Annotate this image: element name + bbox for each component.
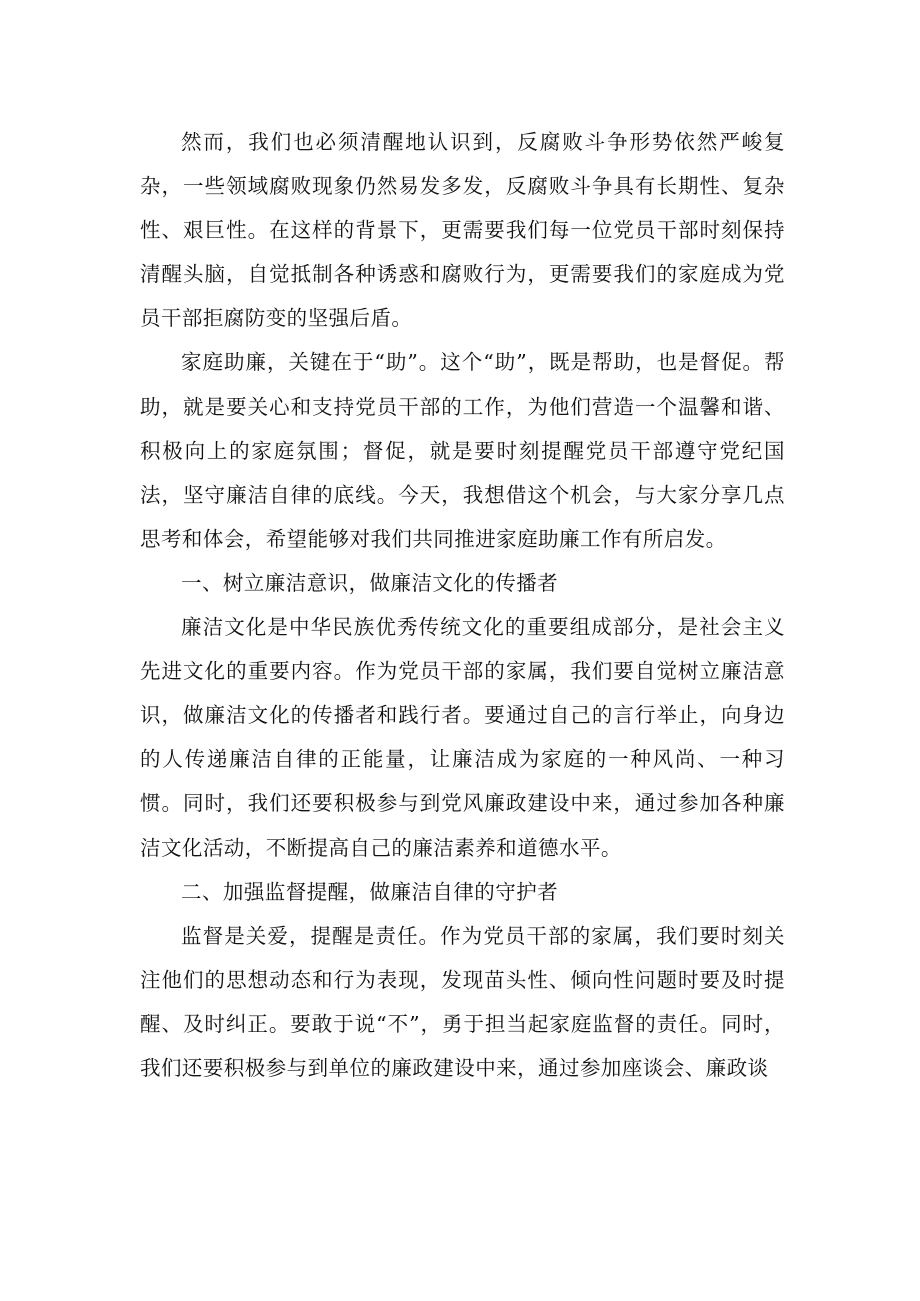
paragraph-situation: 然而，我们也必须清醒地认识到，反腐败斗争形势依然严峻复杂，一些领域腐败现象仍然易发多发，反腐败斗争具有长期性、复杂性、艰巨性。在这样的背景下，更需要我们每一位党员干部时刻保持清醒头脑，自觉抵制各种诱惑和腐败行为，更需要我们的家庭成为党员干部拒腐防变的坚强后盾。: [140, 130, 785, 331]
section-heading-2: 二、加强监督提醒，做廉洁自律的守护者: [181, 879, 559, 904]
paragraph-supervision: 监督是关爱，提醒是责任。作为党员干部的家属，我们要时刻关注他们的思想动态和行为表现，发现苗头性、倾向性问题时要及时提醒、及时纠正。要敢于说“不”，勇于担当起家庭监督的责任。同时，我们还要积极参与到单位的廉政建设中来，通过参加座谈会、廉政谈: [140, 923, 785, 1080]
section-heading-1: 一、树立廉洁意识，做廉洁文化的传播者: [181, 570, 559, 595]
paragraph-integrity-culture: 廉洁文化是中华民族优秀传统文化的重要组成部分，是社会主义先进文化的重要内容。作为党员干部的家属，我们要自觉树立廉洁意识，做廉洁文化的传播者和践行者。要通过自己的言行举止，向身边的人传递廉洁自律的正能量，让廉洁成为家庭的一种风尚、一种习惯。同时，我们还要积极参与到党风廉政建设中来，通过参加各种廉洁文化活动，不断提高自己的廉洁素养和道德水平。: [140, 615, 785, 860]
paragraph-family-help: 家庭助廉，关键在于“助”。这个“助”，既是帮助，也是督促。帮助，就是要关心和支持党员干部的工作，为他们营造一个温馨和谐、积极向上的家庭氛围；督促，就是要时刻提醒党员干部遵守党纪国法，坚守廉洁自律的底线。今天，我想借这个机会，与大家分享几点思考和体会，希望能够对我们共同推进家庭助廉工作有所启发。: [140, 350, 785, 551]
document-body: [140, 120, 785, 1090]
